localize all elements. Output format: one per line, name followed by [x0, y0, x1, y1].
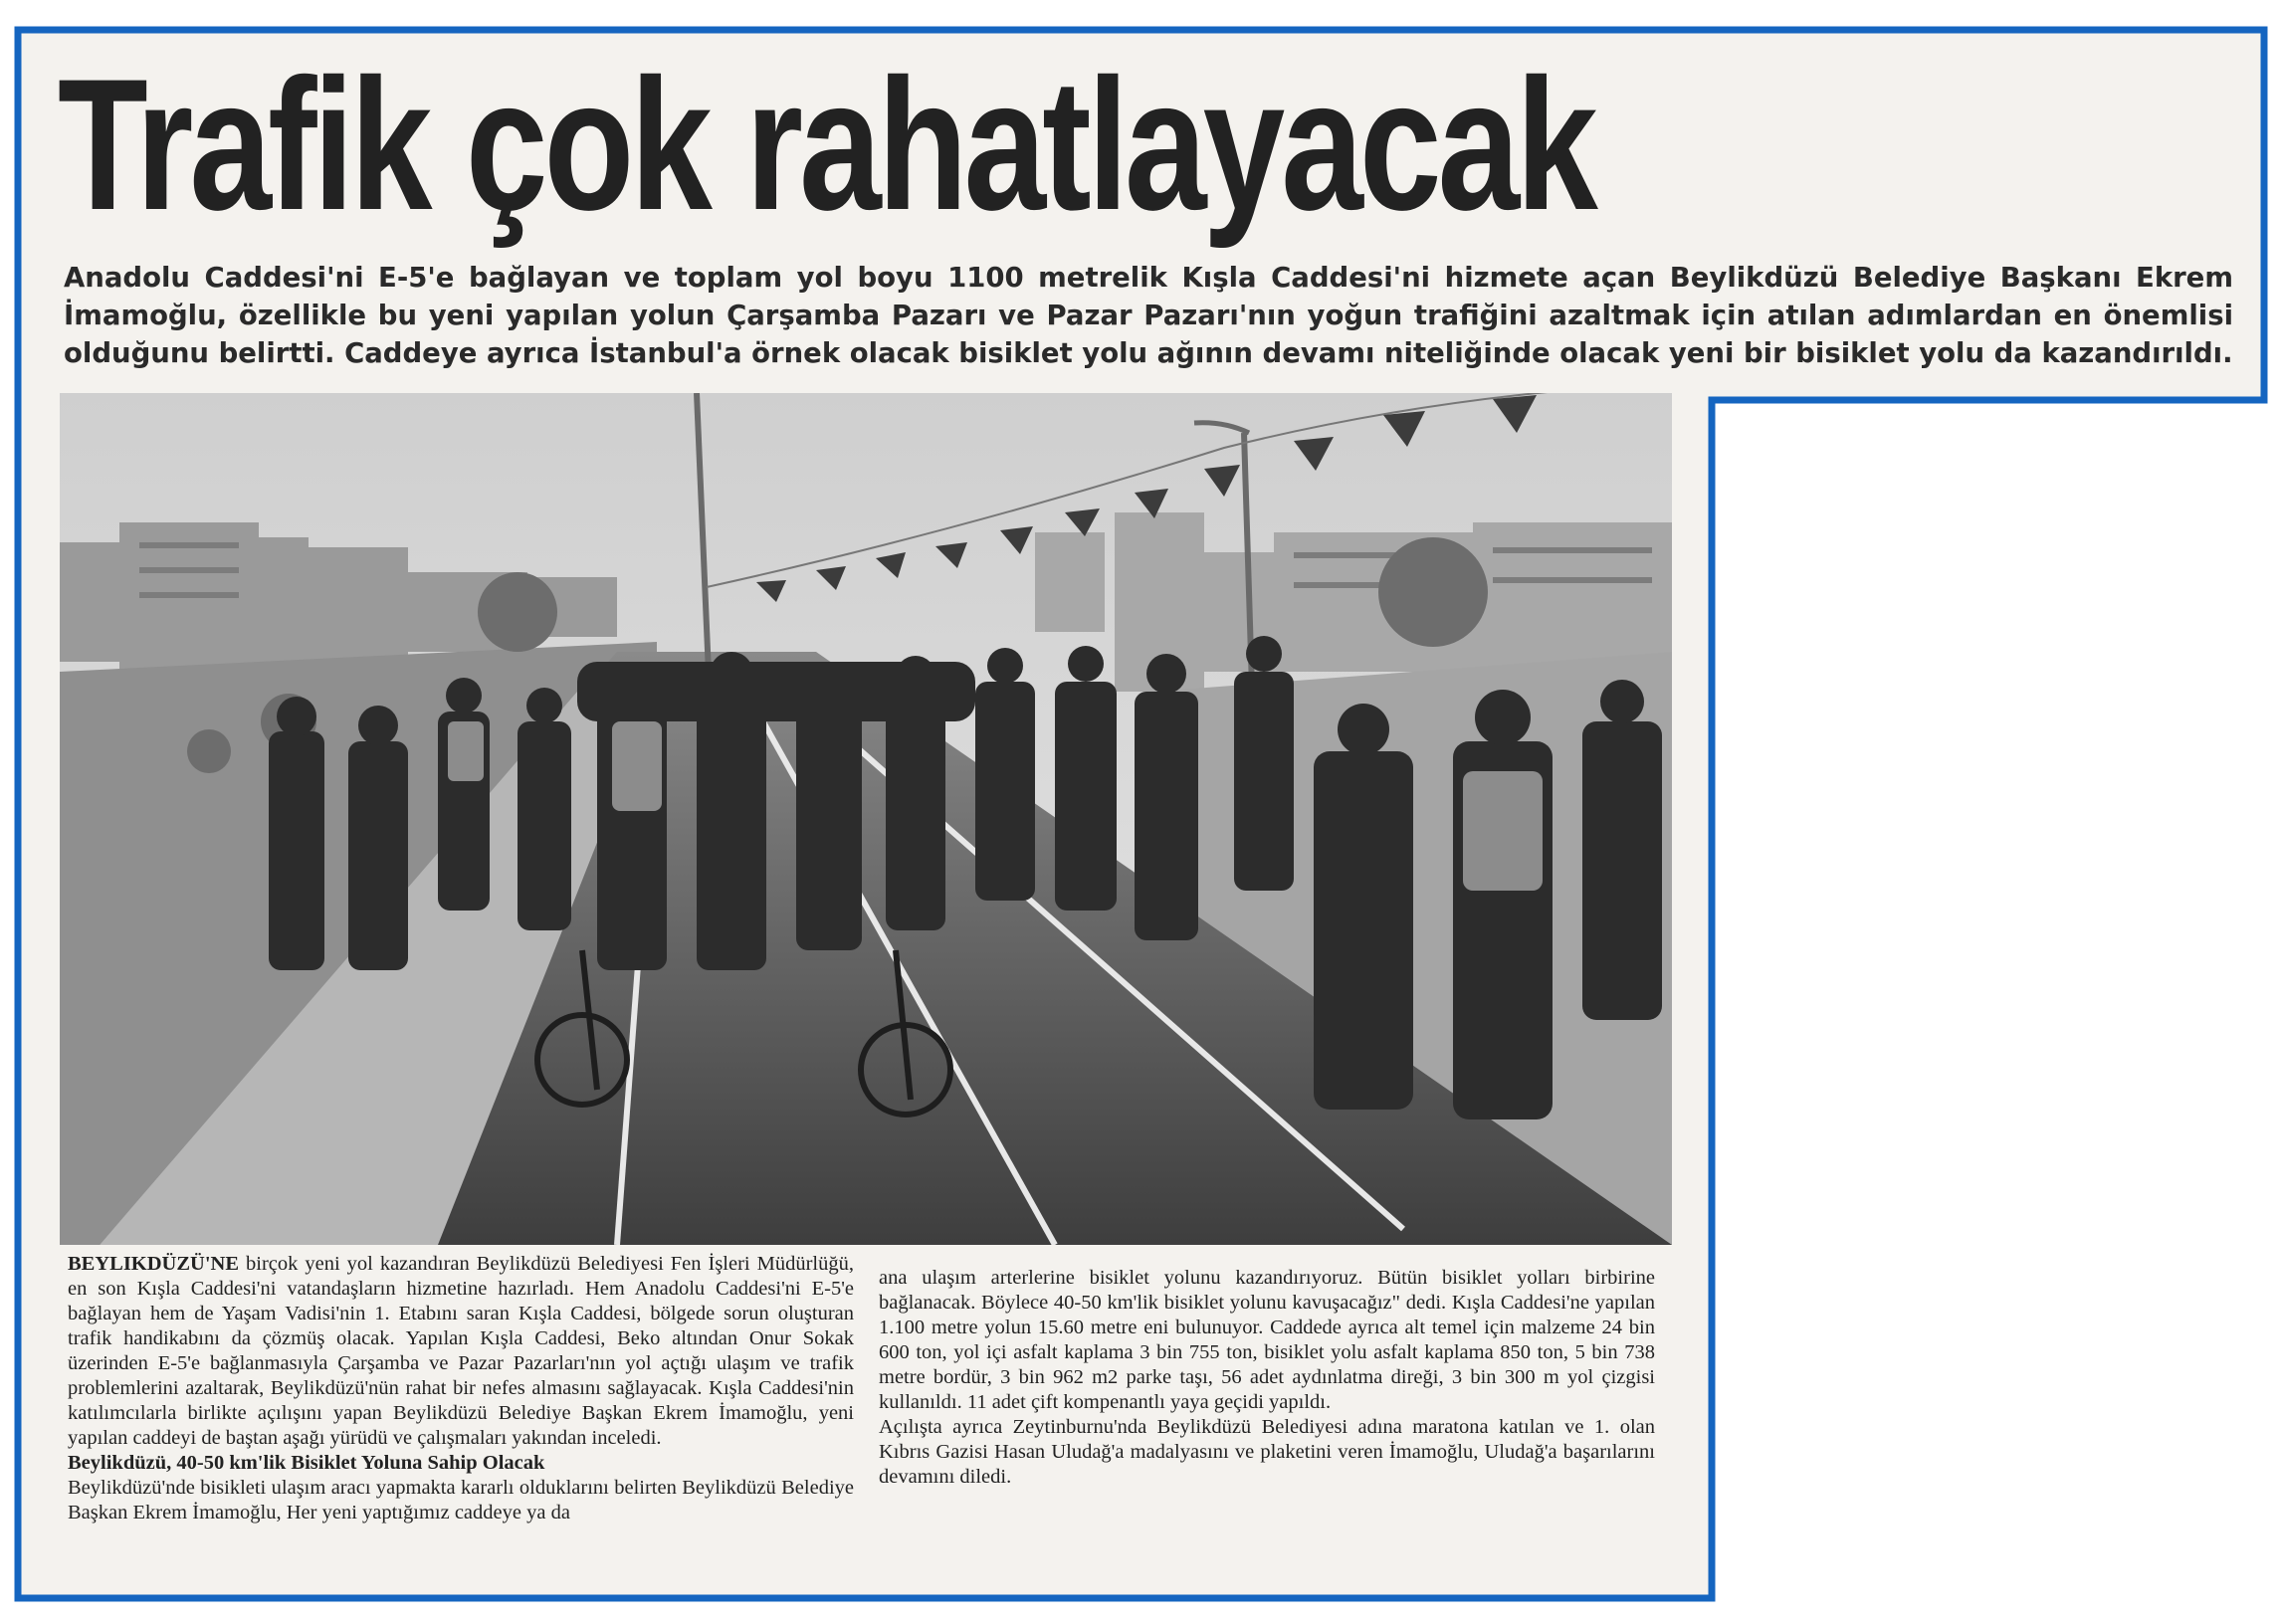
body-column-left	[68, 1252, 854, 1525]
headline: Trafik çok rahatlayacak	[58, 40, 1594, 249]
body-column-right	[879, 1266, 1655, 1490]
body-paragraph: Açılışta ayrıca Zeytinburnu'nda Beylikdüzü Belediyesi adına maratona katılan ve 1. olan Kıbrıs Gazisi Hasan Uludağ'a madalyasını ve plaketini veren İmamoğlu, Uludağ'a başarılarını devamını diledi.	[879, 1416, 1655, 1488]
news-photo	[60, 393, 1672, 1245]
lede-paragraph	[64, 259, 2233, 372]
body-paragraph: ana ulaşım arterlerine bisiklet yolunu kazandırıyoruz. Bütün bisiklet yolları birbirine bağlanacak. Böylece 40-50 km'lik bisiklet yolunu kavuşacağız" dedi. Kışla Caddesi'ne yapılan 1.100 metre yolun 15.60 metre eni bulunuyor. Caddede ayrıca alt temel için malzeme 24 bin 600 ton, yol içi asfalt kaplama 3 bin 755 ton, bisiklet yolu asfalt kaplama 850 ton, 5 bin 738 metre bordür, 3 bin 962 m2 parke taşı, 56 adet aydınlatma direği, 3 bin 300 m yol çizgisi kullanıldı. 11 adet çift kompenantlı yaya geçidi yapıldı.	[879, 1267, 1655, 1413]
street-opening-photo	[60, 393, 1672, 1245]
body-paragraph	[68, 1252, 854, 1451]
lead-in: BEYLIKDÜZÜ'NE	[68, 1253, 240, 1275]
subheading: Beylikdüzü, 40-50 km'lik Bisiklet Yoluna Sahip Olacak	[68, 1452, 545, 1474]
paragraph-text: birçok yeni yol kazandıran Beylikdüzü Belediyesi Fen İşleri Müdürlüğü, en son Kışla Caddesi'ni vatandaşların hizmetine hazırladı. Hem Anadolu Caddesi'ni E-5'e bağlayan hem de Yaşam Vadisi'nin 1. Etabını saran Kışla Caddesi, bölgede sorun oluşturan trafik handikabını da çözmüş olacak. Yapılan Kışla Caddesi, Beko altından Onur Sokak üzerinden E-5'e bağlanmasıyla Çarşamba ve Pazar Pazarları'nın yol açtığı ulaşım ve trafik problemlerini azaltarak, Beylikdüzü'nün rahat bir nefes almasını sağlayacak. Kışla Caddesi'nin katılımcılarla birlikte açılışını yapan Beylikdüzü Belediye Başkan Ekrem İmamoğlu, yeni yapılan caddeyi de baştan aşağı yürüdü ve çalışmaları yakından inceledi.	[68, 1253, 854, 1449]
lede-line: Anadolu Caddesi'ni E-5'e bağlayan ve toplam yol boyu 1100 metrelik Kışla Caddesi'ni hizmete açan Beylikdüzü Belediye Başkanı Ekrem	[64, 262, 2233, 294]
body-paragraph: Beylikdüzü'nde bisikleti ulaşım aracı yapmakta kararlı olduklarını belirten Beylikdüzü Belediye Başkan Ekrem İmamoğlu, Her yeni yaptığımız caddeye ya da	[68, 1477, 854, 1523]
lede-line: İmamoğlu, özellikle bu yeni yapılan yolun Çarşamba Pazarı ve Pazar Pazarı'nın yoğun trafiğini azaltmak için atılan adımlardan en önemlisi	[64, 300, 2233, 331]
lede-line: olduğunu belirtti. Caddeye ayrıca İstanbul'a örnek olacak bisiklet yolu ağının devamı niteliğinde olacak yeni bir bisiklet yolu da kazandırıldı.	[64, 337, 2233, 369]
